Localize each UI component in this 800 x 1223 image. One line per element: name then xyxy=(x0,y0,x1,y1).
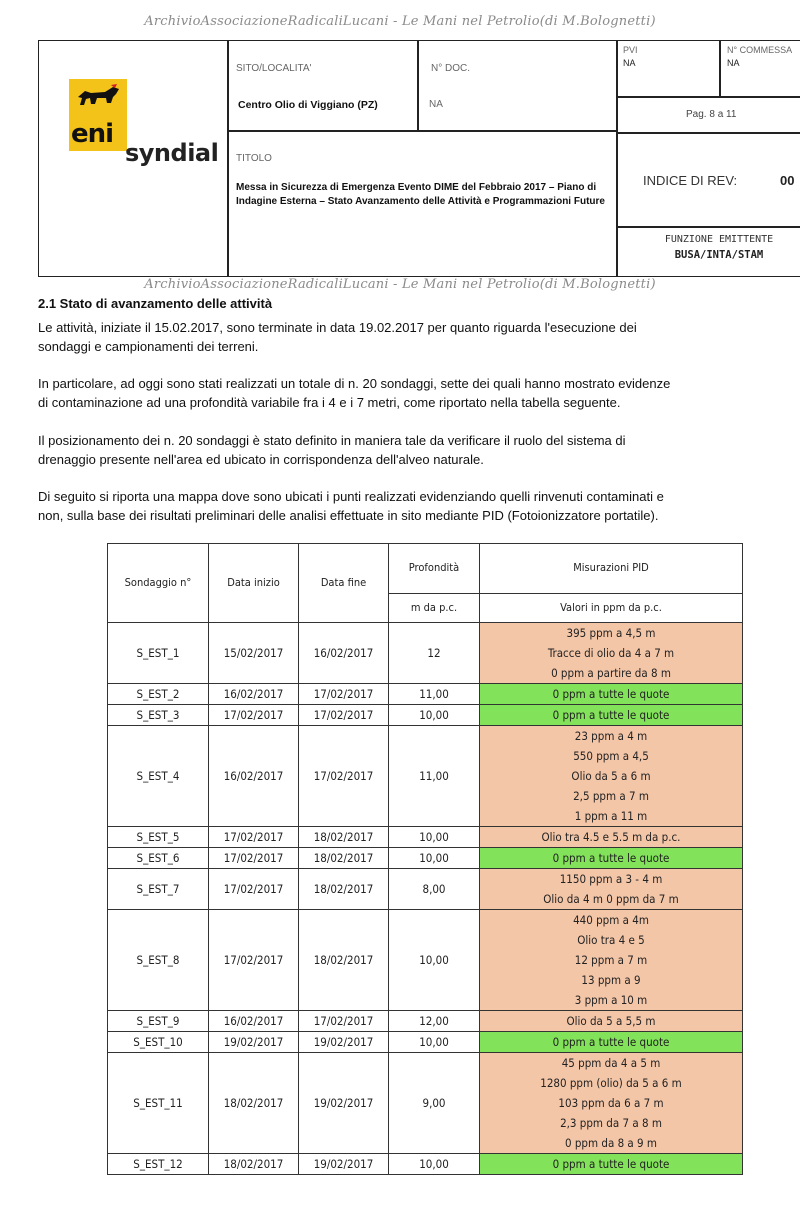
pid-measurement: 440 ppm a 4m xyxy=(573,913,649,927)
profondita-cell: 11,00 xyxy=(389,726,480,827)
data-fine-cell: 17/02/2017 xyxy=(299,726,389,827)
table-row xyxy=(108,869,743,910)
pid-cell xyxy=(480,869,743,910)
pid-measurement: 2,3 ppm da 7 a 8 m xyxy=(560,1116,662,1130)
data-inizio-cell: 19/02/2017 xyxy=(209,1032,299,1053)
data-fine-cell: 19/02/2017 xyxy=(299,1053,389,1154)
titolo-label: TITOLO xyxy=(236,153,272,164)
sito-value: Centro Olio di Viggiano (PZ) xyxy=(238,99,378,111)
syndial-wordmark: syndial xyxy=(125,139,219,167)
header-profondita-unit: m da p.c. xyxy=(389,593,480,622)
pid-measurement: 0 ppm da 8 a 9 m xyxy=(565,1136,657,1150)
profondita-cell: 10,00 xyxy=(389,1032,480,1053)
profondita-cell: 9,00 xyxy=(389,1053,480,1154)
pid-measurement: Olio da 5 a 6 m xyxy=(571,769,651,783)
table-row xyxy=(108,1053,743,1154)
data-inizio-cell: 16/02/2017 xyxy=(209,684,299,705)
pid-measurement: Olio tra 4 e 5 xyxy=(577,933,645,947)
paragraph-3-line-1: Il posizionamento dei n. 20 sondaggi è stato definito in maniera tale da verificare il ruolo del sistema di xyxy=(38,433,626,448)
pid-measurement: 1150 ppm a 3 - 4 m xyxy=(559,872,663,886)
table-row xyxy=(108,705,743,726)
sondaggio-cell: S_EST_9 xyxy=(108,1011,209,1032)
pid-measurement: 0 ppm a tutte le quote xyxy=(552,851,670,865)
pid-results-table xyxy=(107,543,743,1175)
header-misurazioni-pid: Misurazioni PID xyxy=(480,544,743,594)
funzione-value: BUSA/INTA/STAM xyxy=(674,249,764,261)
commessa-label: N° COMMESSA xyxy=(727,45,793,55)
table-row xyxy=(108,1011,743,1032)
profondita-cell: 10,00 xyxy=(389,705,480,726)
header-data-fine: Data fine xyxy=(299,544,389,623)
paragraph-2-line-1: In particolare, ad oggi sono stati realizzati un totale di n. 20 sondaggi, sette dei quali hanno mostrato evidenze xyxy=(38,376,671,391)
document-header xyxy=(38,40,800,277)
pid-measurement: 12 ppm a 7 m xyxy=(574,953,648,967)
table-body xyxy=(108,623,743,1175)
sondaggio-cell: S_EST_6 xyxy=(108,848,209,869)
table-row xyxy=(108,827,743,848)
data-inizio-cell: 15/02/2017 xyxy=(209,623,299,684)
pid-measurement: 13 ppm a 9 xyxy=(581,973,641,987)
ndoc-label: N° DOC. xyxy=(431,63,470,74)
six-legged-dog-icon xyxy=(75,83,121,113)
page-number: Pag. 8 a 11 xyxy=(686,109,737,120)
section-title: 2.1 Stato di avanzamento delle attività xyxy=(38,296,273,311)
pid-measurement: 0 ppm a tutte le quote xyxy=(552,1035,670,1049)
data-inizio-cell: 17/02/2017 xyxy=(209,910,299,1011)
pid-cell xyxy=(480,827,743,848)
pid-measurement: 550 ppm a 4,5 xyxy=(573,749,649,763)
pid-measurement: 45 ppm da 4 a 5 m xyxy=(561,1056,661,1070)
header-pid-unit: Valori in ppm da p.c. xyxy=(480,593,743,622)
pid-cell xyxy=(480,1032,743,1053)
data-fine-cell: 19/02/2017 xyxy=(299,1032,389,1053)
profondita-cell: 10,00 xyxy=(389,1154,480,1175)
eni-logo xyxy=(69,79,127,151)
indice-label: INDICE DI REV: xyxy=(643,173,738,188)
paragraph-3-line-2: drenaggio presente nell'area ed ubicato in corrispondenza dell'alveo naturale. xyxy=(38,452,484,467)
pid-measurement: 2,5 ppm a 7 m xyxy=(573,789,649,803)
data-fine-cell: 18/02/2017 xyxy=(299,910,389,1011)
pvi-value: NA xyxy=(623,58,636,68)
header-sondaggio: Sondaggio n° xyxy=(108,544,209,623)
sondaggio-cell: S_EST_8 xyxy=(108,910,209,1011)
eni-wordmark: eni xyxy=(71,119,114,149)
data-inizio-cell: 16/02/2017 xyxy=(209,1011,299,1032)
pid-cell xyxy=(480,684,743,705)
pid-measurement: 23 ppm a 4 m xyxy=(574,729,648,743)
table-row xyxy=(108,726,743,827)
indice-value: 00 xyxy=(780,173,795,188)
data-inizio-cell: 17/02/2017 xyxy=(209,869,299,910)
data-inizio-cell: 17/02/2017 xyxy=(209,848,299,869)
pid-measurement: 103 ppm da 6 a 7 m xyxy=(558,1096,664,1110)
titolo-value: Messa in Sicurezza di Emergenza Evento DIME del Febbraio 2017 – Piano di Indagine Esterna – Stato Avanzamento delle Attività e Programmazioni Future xyxy=(236,182,605,207)
profondita-cell: 12,00 xyxy=(389,1011,480,1032)
pid-cell xyxy=(480,1011,743,1032)
pid-cell xyxy=(480,848,743,869)
profondita-cell: 10,00 xyxy=(389,848,480,869)
pid-measurement: 1 ppm a 11 m xyxy=(574,809,648,823)
sondaggio-cell: S_EST_7 xyxy=(108,869,209,910)
paragraph-1-line-1: Le attività, iniziate il 15.02.2017, sono terminate in data 19.02.2017 per quanto riguarda l'esecuzione dei xyxy=(38,320,637,335)
data-fine-cell: 18/02/2017 xyxy=(299,848,389,869)
pid-cell xyxy=(480,1053,743,1154)
pid-cell xyxy=(480,705,743,726)
table-row xyxy=(108,848,743,869)
data-inizio-cell: 18/02/2017 xyxy=(209,1053,299,1154)
table-row xyxy=(108,1032,743,1053)
pid-cell xyxy=(480,726,743,827)
pid-measurement: Tracce di olio da 4 a 7 m xyxy=(547,646,675,660)
pid-measurement: 395 ppm a 4,5 m xyxy=(566,626,656,640)
sondaggio-cell: S_EST_5 xyxy=(108,827,209,848)
pid-cell xyxy=(480,910,743,1011)
pid-measurement: Olio tra 4.5 e 5.5 m da p.c. xyxy=(541,830,681,844)
sondaggio-cell: S_EST_4 xyxy=(108,726,209,827)
pid-measurement: Olio da 4 m 0 ppm da 7 m xyxy=(543,892,679,906)
profondita-cell: 10,00 xyxy=(389,910,480,1011)
paragraph-4-line-1: Di seguito si riporta una mappa dove sono ubicati i punti realizzati evidenziando quelli rinvenuti contaminati e xyxy=(38,489,664,504)
data-inizio-cell: 17/02/2017 xyxy=(209,827,299,848)
sondaggio-cell: S_EST_11 xyxy=(108,1053,209,1154)
pid-measurement: 0 ppm a tutte le quote xyxy=(552,708,670,722)
data-fine-cell: 17/02/2017 xyxy=(299,684,389,705)
funzione-label: FUNZIONE EMITTENTE xyxy=(664,234,774,245)
sito-label: SITO/LOCALITA' xyxy=(236,63,312,74)
data-inizio-cell: 17/02/2017 xyxy=(209,705,299,726)
data-fine-cell: 17/02/2017 xyxy=(299,705,389,726)
commessa-value: NA xyxy=(727,58,740,68)
pid-measurement: 0 ppm a tutte le quote xyxy=(552,1157,670,1171)
profondita-cell: 11,00 xyxy=(389,684,480,705)
sondaggio-cell: S_EST_10 xyxy=(108,1032,209,1053)
data-fine-cell: 18/02/2017 xyxy=(299,869,389,910)
pvi-label: PVI xyxy=(623,45,638,55)
pid-measurement: 0 ppm a tutte le quote xyxy=(552,687,670,701)
data-fine-cell: 18/02/2017 xyxy=(299,827,389,848)
pid-measurement: 0 ppm a partire da 8 m xyxy=(551,666,671,680)
sondaggio-cell: S_EST_12 xyxy=(108,1154,209,1175)
table-row xyxy=(108,910,743,1011)
paragraph-4-line-2: non, sulla base dei risultati preliminari delle analisi effettuate in sito mediante PID (Fotoionizzatore portatile). xyxy=(38,508,659,523)
table-row xyxy=(108,1154,743,1175)
table-row xyxy=(108,684,743,705)
profondita-cell: 8,00 xyxy=(389,869,480,910)
logo xyxy=(39,41,227,276)
header-data-inizio: Data inizio xyxy=(209,544,299,623)
ndoc-value: NA xyxy=(429,99,443,110)
pid-measurement: Olio da 5 a 5,5 m xyxy=(566,1014,656,1028)
profondita-cell: 10,00 xyxy=(389,827,480,848)
watermark-top: ArchivioAssociazioneRadicaliLucani - Le Mani nel Petrolio(di M.Bolognetti) xyxy=(144,14,656,29)
pid-measurement: 1280 ppm (olio) da 5 a 6 m xyxy=(540,1076,682,1090)
data-fine-cell: 17/02/2017 xyxy=(299,1011,389,1032)
data-fine-cell: 16/02/2017 xyxy=(299,623,389,684)
watermark-bottom: ArchivioAssociazioneRadicaliLucani - Le Mani nel Petrolio(di M.Bolognetti) xyxy=(144,277,656,292)
paragraph-1-line-2: sondaggi e campionamenti dei terreni. xyxy=(38,339,259,354)
pid-measurement: 3 ppm a 10 m xyxy=(574,993,648,1007)
profondita-cell: 12 xyxy=(389,623,480,684)
pid-cell xyxy=(480,1154,743,1175)
data-inizio-cell: 18/02/2017 xyxy=(209,1154,299,1175)
sondaggio-cell: S_EST_2 xyxy=(108,684,209,705)
header-profondita: Profondità xyxy=(389,544,480,594)
data-inizio-cell: 16/02/2017 xyxy=(209,726,299,827)
data-fine-cell: 19/02/2017 xyxy=(299,1154,389,1175)
table-row xyxy=(108,623,743,684)
pid-cell xyxy=(480,623,743,684)
sondaggio-cell: S_EST_1 xyxy=(108,623,209,684)
sondaggio-cell: S_EST_3 xyxy=(108,705,209,726)
paragraph-2-line-2: di contaminazione ad una profondità variabile fra i 4 e i 7 metri, come riportato nella tabella seguente. xyxy=(38,395,621,410)
